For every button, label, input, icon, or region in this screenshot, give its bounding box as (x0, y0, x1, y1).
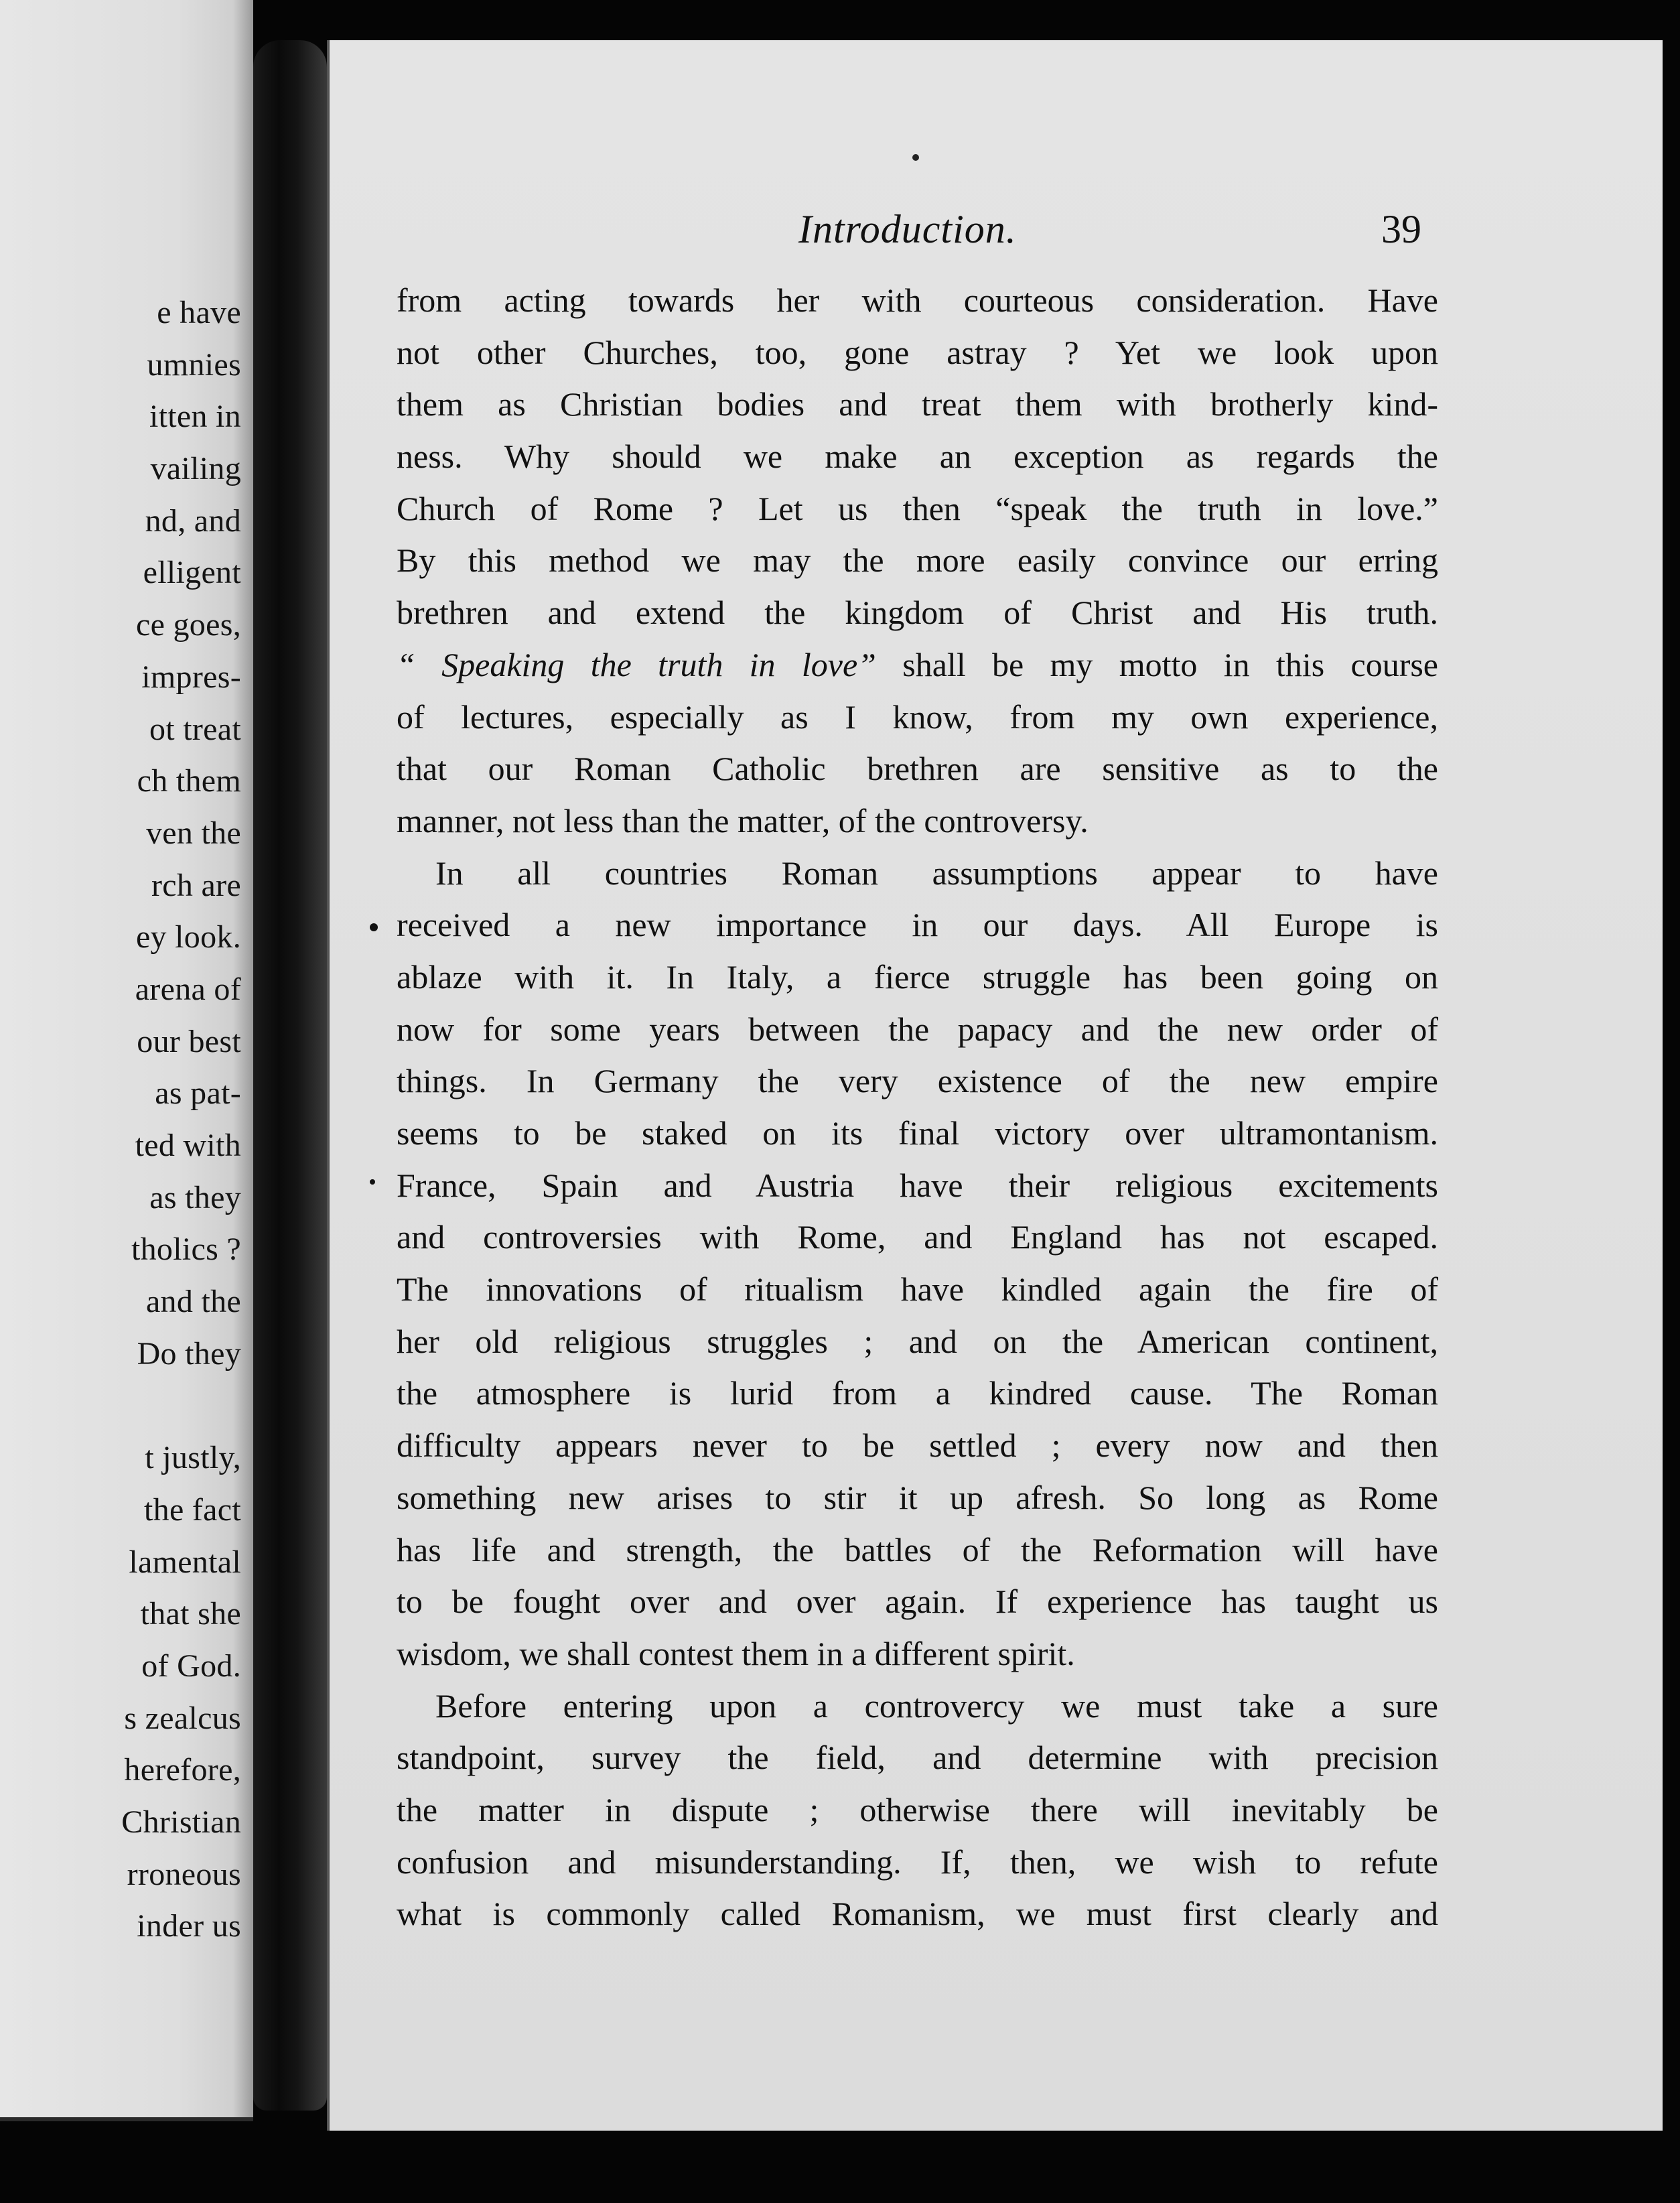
body-text (397, 275, 1438, 1940)
book-gutter (253, 40, 327, 2111)
left-line: rch are (151, 867, 241, 903)
text-line: now for some years between the papacy and the new order of (397, 1010, 1438, 1048)
paragraph (397, 848, 1438, 1680)
left-line: umnies (147, 346, 241, 383)
text-line: manner, not less than the matter, of the controversy. (397, 801, 1089, 840)
left-line: as they (149, 1179, 241, 1215)
running-title: Introduction. (798, 207, 1017, 251)
left-line: elligent (143, 555, 241, 591)
text-line: things. In Germany the very existence of the new empire (397, 1062, 1438, 1100)
left-line: s zealcus (124, 1700, 241, 1736)
text-line: that our Roman Catholic brethren are sensitive as to the (397, 750, 1438, 788)
left-line: nd, and (145, 503, 241, 539)
left-line: ch them (137, 763, 241, 799)
text-line-with-italic (397, 639, 1438, 691)
text-line: what is commonly called Romanism, we must first clearly and (397, 1895, 1438, 1933)
left-line: arena of (135, 971, 241, 1007)
running-head (330, 194, 1663, 261)
paragraph (397, 275, 1438, 848)
text-line: has life and strength, the battles of the Reformation will have (397, 1530, 1438, 1568)
left-line: ce goes, (136, 607, 241, 643)
text-line: and controversies with Rome, and England has not escaped. (397, 1218, 1438, 1256)
text-line-rest: shall be my motto in this course (876, 645, 1438, 683)
margin-mark (370, 1179, 375, 1185)
left-line: tholics ? (131, 1231, 241, 1268)
text-line: to be fought over and over again. If experience has taught us (397, 1583, 1438, 1621)
text-line: them as Christian bodies and treat them with brotherly kind- (397, 385, 1438, 423)
text-line: something new arises to stir it up afresh. So long as Rome (397, 1478, 1438, 1516)
text-line: ness. Why should we make an exception as regards the (397, 438, 1438, 476)
left-line: and the (145, 1284, 241, 1320)
text-line: the atmosphere is lurid from a kindred cause. The Roman (397, 1374, 1438, 1412)
text-line: France, Spain and Austria have their religious excitements (397, 1166, 1438, 1204)
left-page-text (0, 287, 241, 1952)
left-line: our best (137, 1023, 241, 1059)
paragraph (397, 1680, 1438, 1940)
left-facing-page (0, 0, 253, 2121)
text-line: the matter in dispute ; otherwise there will inevitably be (397, 1790, 1438, 1828)
left-line: t justly, (145, 1440, 241, 1476)
left-line-blank (0, 1380, 241, 1432)
text-line: In all countries Roman assumptions appear to have (435, 854, 1438, 892)
text-line: from acting towards her with courteous consideration. Have (397, 281, 1438, 319)
text-line: not other Churches, too, gone astray ? Yet we look upon (397, 333, 1438, 371)
left-line: Christian (121, 1804, 241, 1840)
left-line: rroneous (127, 1856, 241, 1892)
left-line: that she (140, 1596, 241, 1632)
text-line: confusion and misunderstanding. If, then, we wish to refute (397, 1843, 1438, 1881)
text-line: Church of Rome ? Let us then “speak the truth in love.” (397, 489, 1438, 527)
ink-speck (912, 154, 919, 161)
text-line: ablaze with it. In Italy, a fierce struggle has been going on (397, 957, 1438, 996)
left-line: of God. (141, 1648, 241, 1684)
left-line: herefore, (124, 1752, 241, 1788)
left-line: ey look. (135, 919, 241, 955)
text-line: received a new importance in our days. All Europe is (397, 906, 1438, 944)
italic-quote: “ Speaking the truth in love” (397, 645, 876, 683)
left-line: impres- (141, 659, 241, 695)
text-line: wisdom, we shall contest them in a different spirit. (397, 1634, 1075, 1672)
left-line: ted with (135, 1128, 241, 1163)
left-line: the fact (144, 1491, 241, 1528)
book-page (327, 40, 1663, 2131)
text-line: of lectures, especially as I know, from my own experience, (397, 697, 1438, 736)
text-line: seems to be staked on its final victory over ultramontanism. (397, 1114, 1438, 1152)
text-line: The innovations of ritualism have kindled again the fire of (397, 1270, 1438, 1309)
left-line: vailing (150, 451, 241, 487)
text-line: difficulty appears never to be settled ; every now and then (397, 1426, 1438, 1465)
text-line: her old religious struggles ; and on the American continent, (397, 1322, 1438, 1360)
left-line: ot treat (149, 711, 241, 747)
left-line: itten in (149, 399, 241, 435)
left-line: ven the (145, 815, 241, 851)
text-line: brethren and extend the kingdom of Christ and His truth. (397, 594, 1438, 632)
left-line: e have (157, 295, 241, 330)
margin-mark (370, 923, 378, 931)
text-line: Before entering upon a controvercy we must take a sure (435, 1686, 1438, 1725)
text-line: standpoint, survey the field, and determine with precision (397, 1739, 1438, 1777)
left-line: lamental (129, 1544, 241, 1580)
left-line: as pat- (155, 1075, 241, 1112)
page-number: 39 (1381, 207, 1421, 251)
left-line: Do they (137, 1335, 241, 1372)
text-line: By this method we may the more easily convince our erring (397, 541, 1438, 580)
left-line: inder us (137, 1908, 241, 1944)
